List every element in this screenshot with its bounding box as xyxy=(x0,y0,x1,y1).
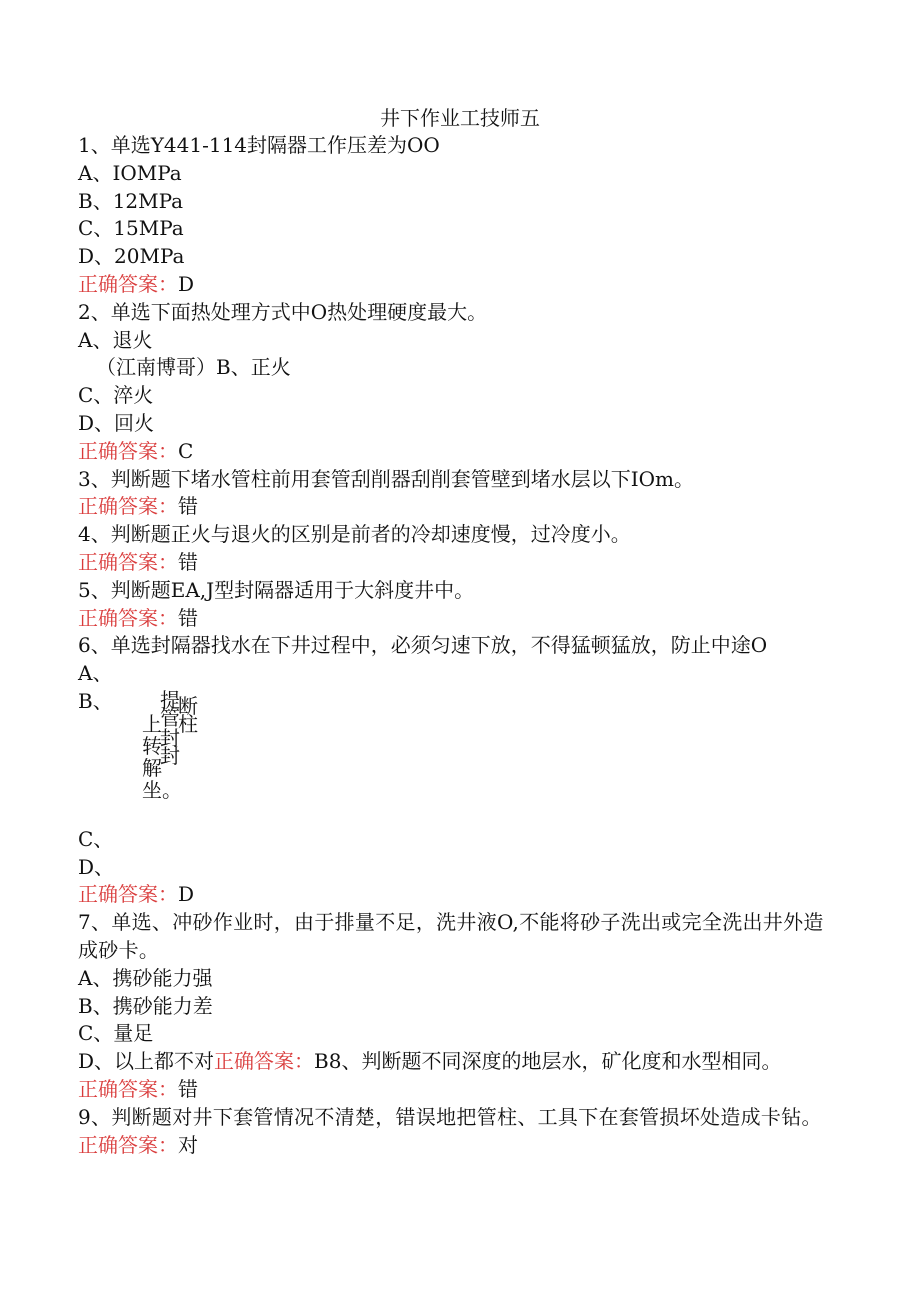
answer-label: 正确答案： xyxy=(78,549,178,574)
document-title: 井下作业工技师五 xyxy=(380,106,540,130)
answer-label: 正确答案： xyxy=(78,605,178,630)
question-1-option-c: C、15MPa xyxy=(78,216,184,241)
answer-label: 正确答案： xyxy=(78,1132,178,1157)
question-3-answer xyxy=(78,493,838,521)
answer-label: 正确答案： xyxy=(214,1049,315,1074)
question-6-answer xyxy=(78,881,838,909)
scattered-char: 封 xyxy=(160,743,180,768)
question-4-answer xyxy=(78,549,838,577)
question-2-option-a: A、退火 xyxy=(78,327,153,352)
question-2-option-d: D、回火 xyxy=(78,410,155,435)
question-6-option-c: C、 xyxy=(78,826,114,851)
answer-value: C xyxy=(178,438,194,463)
question-1-option-a: A、IOMPa xyxy=(78,160,182,185)
question-1-stem: 1、单选Y441-114封隔器工作压差为OO xyxy=(78,133,440,157)
question-9-answer xyxy=(78,1132,838,1160)
question-8-stem: 8、判断题不同深度的地层水，矿化度和水型相同。 xyxy=(328,1049,782,1074)
answer-value: 错 xyxy=(178,494,198,519)
question-5-answer xyxy=(78,605,838,633)
question-2-stem: 2、单选下面热处理方式中O热处理硬度最大。 xyxy=(78,299,488,324)
question-2-option-b: （江南博哥）B、正火 xyxy=(96,355,291,380)
question-7-option-a: A、携砂能力强 xyxy=(78,965,213,990)
question-1-answer xyxy=(78,271,838,299)
scattered-char: 解 xyxy=(142,755,162,780)
answer-value: 错 xyxy=(178,605,198,630)
question-7-option-c: C、量足 xyxy=(78,1021,154,1046)
question-6-option-d: D、 xyxy=(78,854,115,879)
answer-label: 正确答案： xyxy=(78,494,178,519)
question-6-option-a: A、 xyxy=(78,661,113,686)
answer-value: 对 xyxy=(178,1132,198,1157)
question-3-stem: 3、判断题下堵水管柱前用套管刮削器刮削套管壁到堵水层以下IOm。 xyxy=(78,466,694,491)
question-4-stem: 4、判断题正火与退火的区别是前者的冷却速度慢，过冷度小。 xyxy=(78,522,631,547)
scattered-char: 断 xyxy=(178,693,198,718)
answer-value: 错 xyxy=(178,1076,198,1101)
question-7-option-d-answer-q8 xyxy=(78,1048,838,1076)
question-2-answer xyxy=(78,438,838,466)
question-2-option-c: C、淬火 xyxy=(78,383,154,408)
scattered-char: 坐。 xyxy=(142,777,182,802)
scattered-char: 转 xyxy=(142,733,162,758)
question-1-option-b: B、12MPa xyxy=(78,188,184,213)
question-5-stem: 5、判断题EA,J型封隔器适用于大斜度井中。 xyxy=(78,577,475,602)
answer-value: D xyxy=(178,882,195,907)
answer-value: D xyxy=(178,271,195,296)
question-9-stem: 9、判断题对井下套管情况不清楚，错误地把管柱、工具下在套管损坏处造成卡钻。 xyxy=(78,1104,822,1129)
answer-label: 正确答案： xyxy=(78,271,178,296)
scattered-char: 管 xyxy=(160,705,180,730)
question-6-scattered-options xyxy=(78,687,838,826)
answer-label: 正确答案： xyxy=(78,438,178,463)
question-6-option-b: B、 xyxy=(78,688,113,713)
answer-value: B xyxy=(314,1049,329,1074)
question-8-answer xyxy=(78,1076,838,1104)
question-list xyxy=(78,132,838,1159)
answer-label: 正确答案： xyxy=(78,882,178,907)
scattered-char: 柱 xyxy=(178,711,198,736)
question-7-option-d: D、以上都不对 xyxy=(78,1049,215,1074)
scattered-char: 上 xyxy=(142,711,162,736)
scattered-char: 提 xyxy=(160,687,180,712)
answer-label: 正确答案： xyxy=(78,1076,178,1101)
question-7-option-b: B、携砂能力差 xyxy=(78,993,213,1018)
answer-value: 错 xyxy=(178,549,198,574)
question-7-stem: 7、单选、冲砂作业时，由于排量不足，洗井液O,不能将砂子洗出或完全洗出井外造成砂卡。 xyxy=(78,910,824,962)
question-1-option-d: D、20MPa xyxy=(78,244,185,269)
question-6-stem: 6、单选封隔器找水在下井过程中，必须匀速下放，不得猛顿猛放，防止中途O xyxy=(78,633,768,658)
scattered-char: 封 xyxy=(160,725,180,750)
